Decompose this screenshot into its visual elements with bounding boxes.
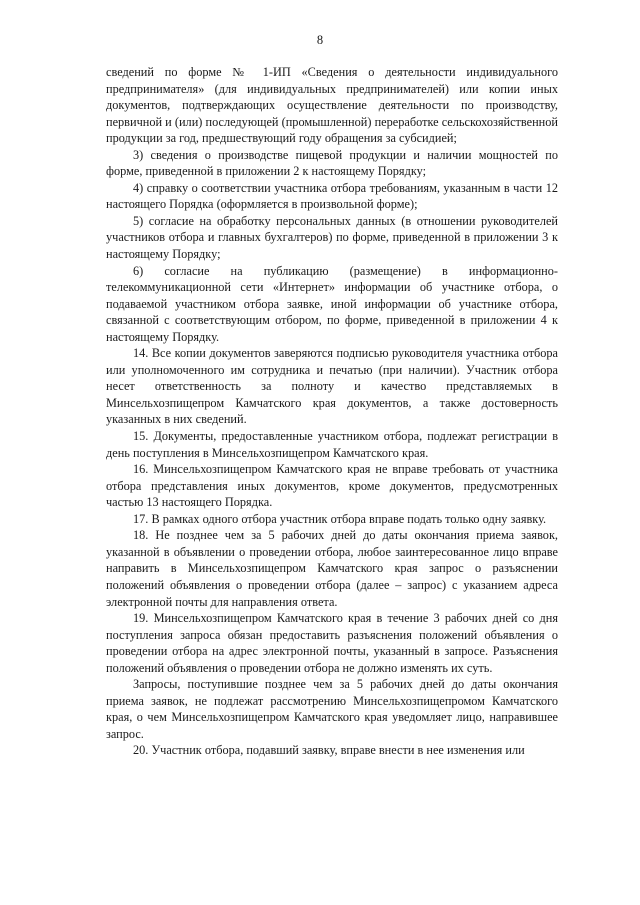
paragraph-section-16: 16. Минсельхозпищепром Камчатского края не вправе требовать от участника отбора представления иных документов, кроме документов, предусмотренных частью 13 настоящего Порядка.: [106, 462, 558, 510]
paragraph-continuation: сведений по форме № 1-ИП «Сведения о деятельности индивидуального предпринимателя» (для индивидуальных предпринимателей) или копии иных документов, подтверждающих осуществление деятельности по производству, первичной и (или) последующей (промышленной) переработке сельскохозяйственной продукции за год, предшествующий году обращения за субсидией;: [106, 65, 558, 146]
paragraph-section-14: 14. Все копии документов заверяются подписью руководителя участника отбора или уполномоченного им сотрудника и печатью (при наличии). Участник отбора несет ответственность за полноту и качество представляемых в Минсельхозпищепром Камчатского края документов, а также достоверность указанных в них сведений.: [106, 346, 558, 427]
paragraph-item-5: 5) согласие на обработку персональных данных (в отношении руководителей участников отбора и главных бухгалтеров) по форме, приведенной в приложении 3 к настоящему Порядку;: [106, 213, 558, 262]
document-body: [106, 64, 558, 759]
paragraph-item-4: 4) справку о соответствии участника отбора требованиям, указанным в части 12 настоящего Порядка (оформляется в произвольной форме);: [106, 180, 558, 212]
paragraph-section-19: 19. Минсельхозпищепром Камчатского края в течение 3 рабочих дней со дня поступления запроса обязан предоставить разъяснения положений объявления о проведении отбора на адрес электронной почты, указанный в запросе. Разъяснения положений объявления о проведении отбора не должно изменять их суть.: [106, 611, 558, 675]
paragraph-item-3: 3) сведения о производстве пищевой продукции и наличии мощностей по форме, приведенной в приложении 2 к настоящему Порядку;: [106, 147, 558, 179]
paragraph-section-17: 17. В рамках одного отбора участник отбора вправе подать только одну заявку.: [133, 511, 547, 526]
paragraph-section-15: 15. Документы, предоставленные участником отбора, подлежат регистрации в день поступления в Минсельхозпищепром Камчатского края.: [106, 429, 558, 460]
paragraph-section-18: 18. Не позднее чем за 5 рабочих дней до даты окончания приема заявок, указанной в объявлении о проведении отбора, любое заинтересованное лицо вправе направить в Минсельхозпищепром Камчатского края запрос о разъяснении положений объявления о проведении отбора (далее – запрос) с указанием адреса электронной почты для направления ответа.: [106, 528, 558, 609]
paragraph-item-6: 6) согласие на публикацию (размещение) в информационно-телекоммуникационной сети «Интернет» информации об участнике отбора, о подаваемой участником отбора заявке, иной информации об участнике отбора, связанной с соответствующим отбором, по форме, приведенной в приложении 4 к настоящему Порядку.: [106, 263, 558, 344]
paragraph-section-20: 20. Участник отбора, подавший заявку, вправе внести в нее изменения или: [133, 743, 525, 758]
paragraph-requests-note: Запросы, поступившие позднее чем за 5 рабочих дней до даты окончания приема заявок, не подлежат рассмотрению Минсельхозпищепромом Камчатского края, о чем Минсельхозпищепром Камчатского края уведомляет лицо, направившее запрос.: [106, 677, 558, 741]
page-number: 8: [316, 33, 324, 47]
